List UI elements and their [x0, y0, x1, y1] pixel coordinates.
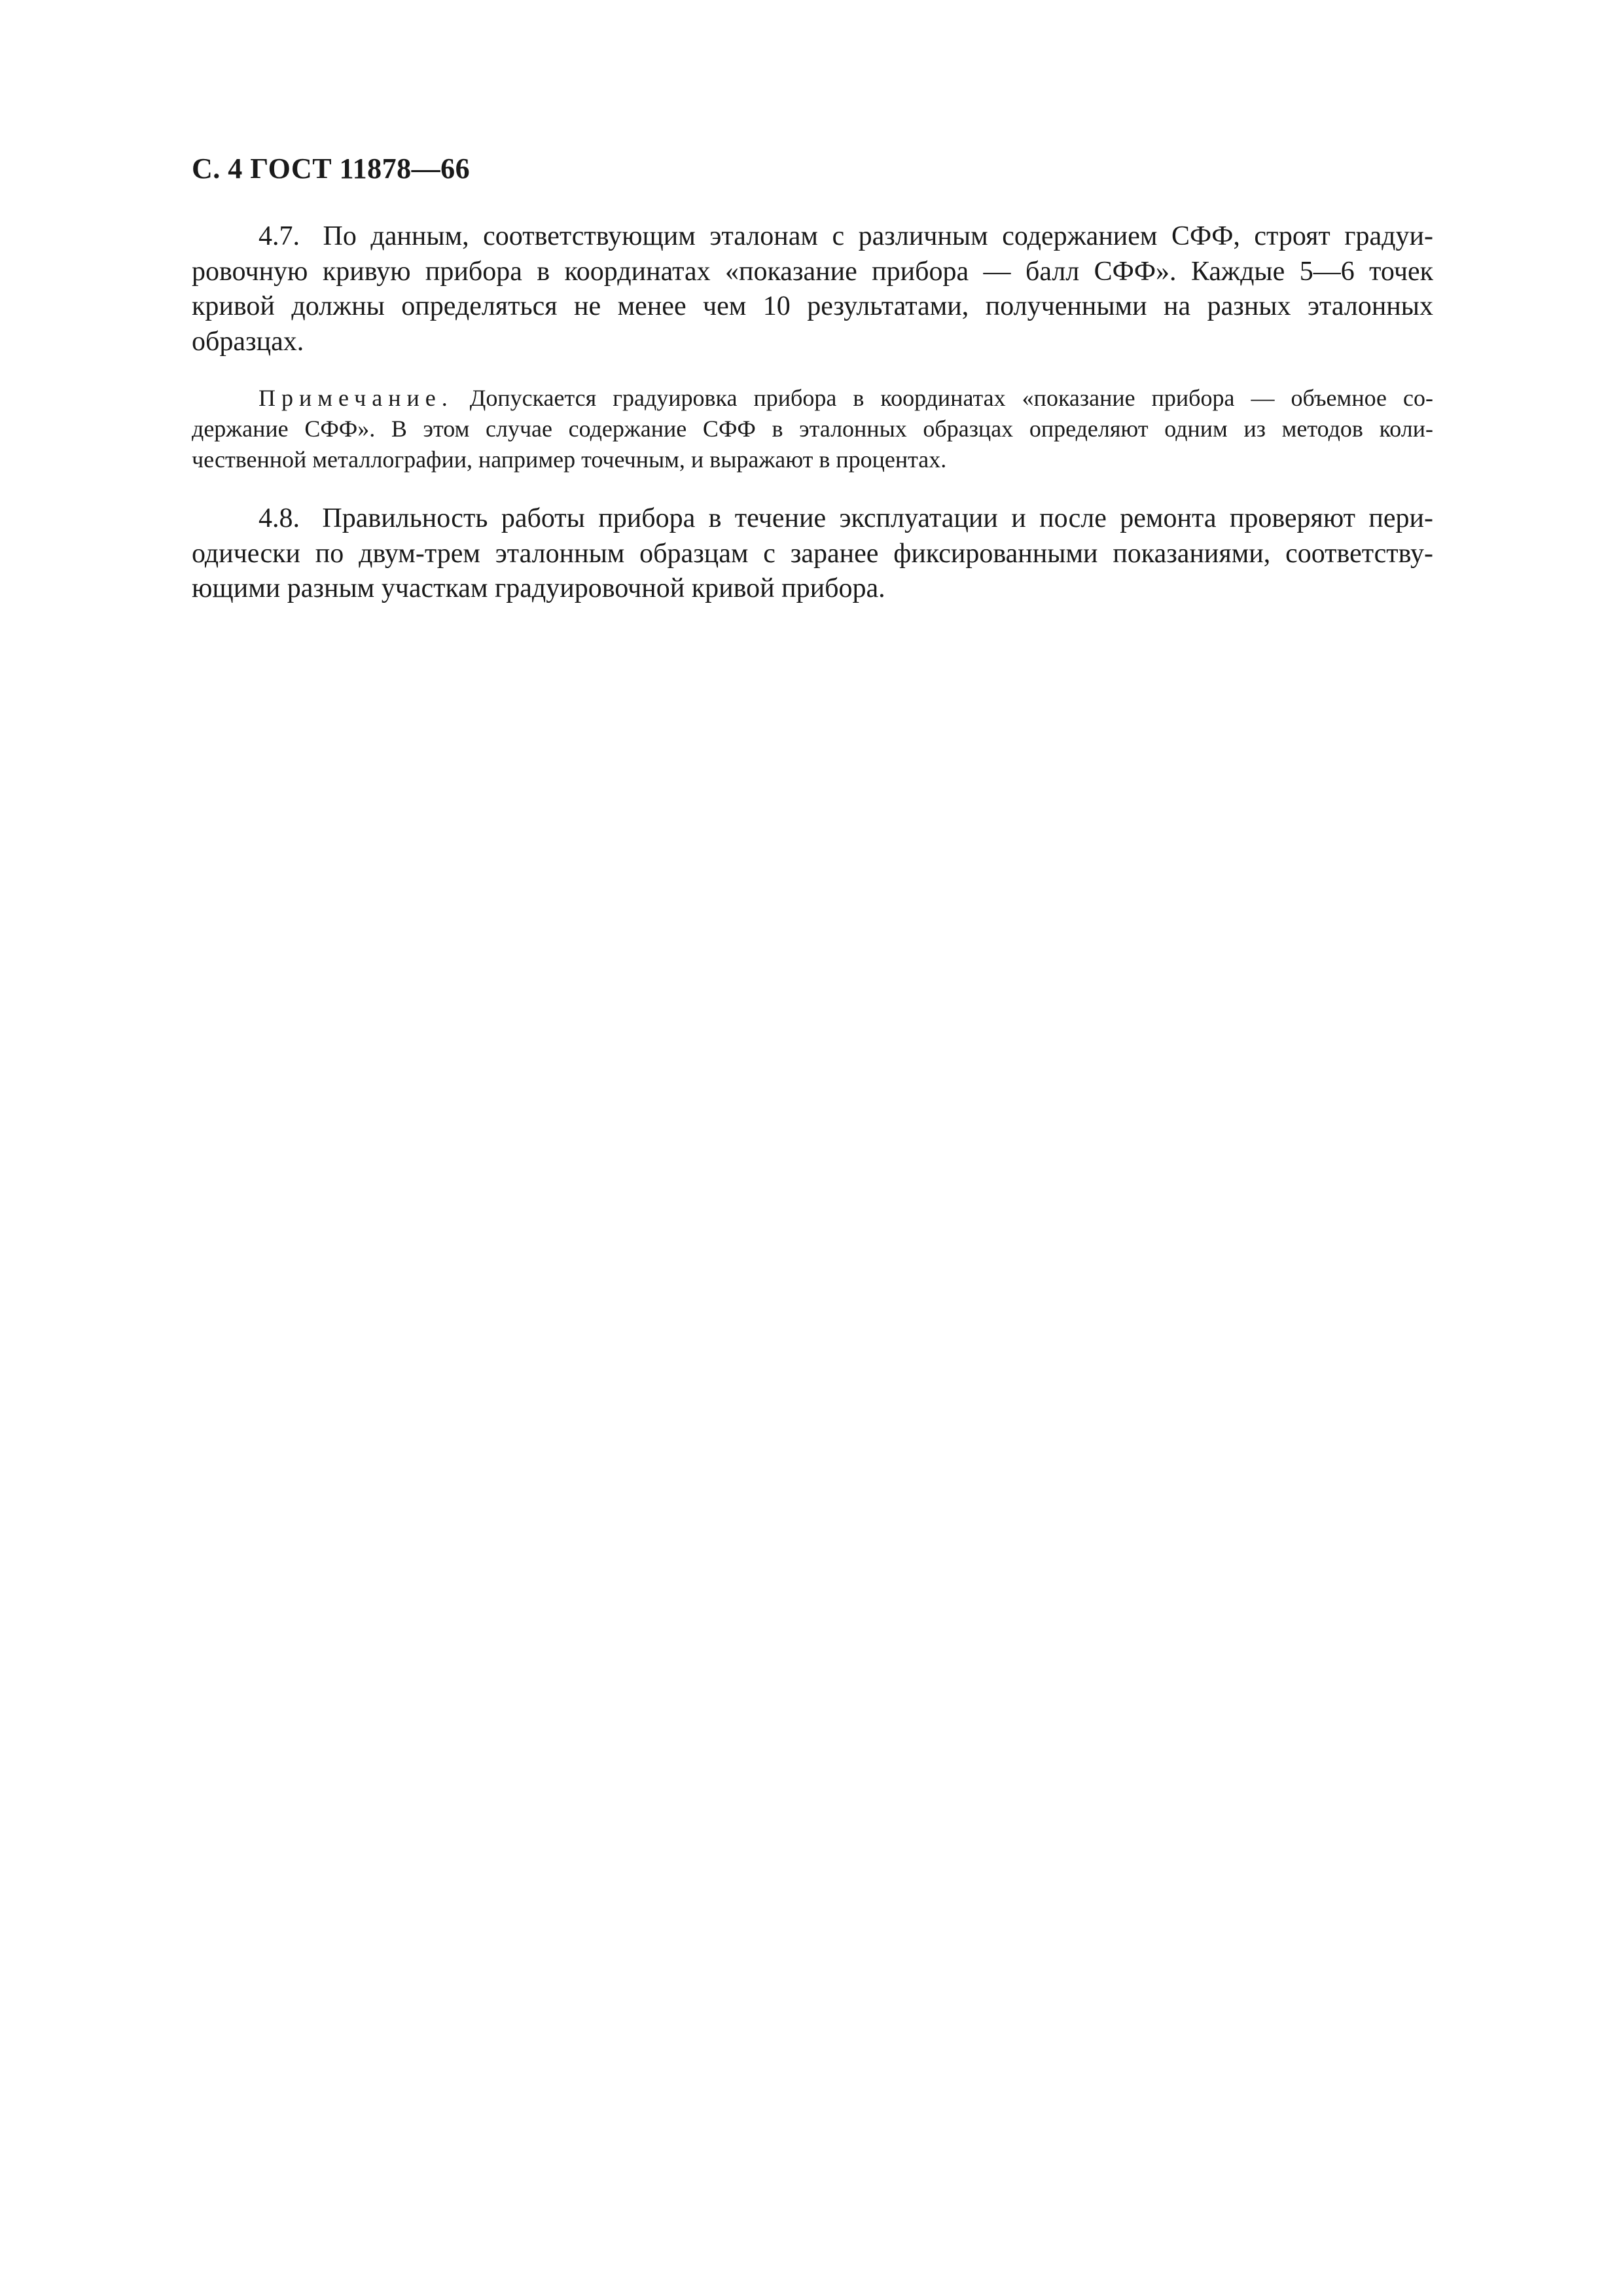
section-4-8-line-2: одически по двум-трем эталонным образцам с заранее фиксированными показаниями, соответству-: [192, 538, 1433, 569]
note-line-1: [192, 383, 1433, 414]
note-text-1: Допускается градуировка прибора в координатах «показание прибора — объемное со-: [469, 385, 1434, 411]
section-4-7-line-3: кривой должны определяться не менее чем 10 результатами, полученными на разных эталонных: [192, 291, 1433, 321]
note-line-2: держание СФФ». В этом случае содержание СФФ в эталонных образцах определяют одним из методов коли-: [192, 416, 1433, 442]
section-4-7-number: 4.7.: [259, 221, 300, 251]
section-4-7-text-1: По данным, соответствующим эталонам с различным содержанием СФФ, строят градуи-: [323, 221, 1434, 251]
section-4-8-line-3: ющими разным участкам градуировочной кривой прибора.: [192, 573, 885, 603]
section-4-8-text-1: Правильность работы прибора в течение эксплуатации и после ремонта проверяют пери-: [322, 503, 1433, 533]
section-4-7-line-1: [192, 219, 1433, 255]
section-4-8-number: 4.8.: [259, 503, 300, 533]
section-4-8-line-1: [192, 501, 1433, 537]
section-4-7: [192, 219, 1433, 359]
page-header: С. 4 ГОСТ 11878—66: [192, 152, 471, 185]
section-4-8: [192, 501, 1433, 607]
note-line-3: чественной металлографии, например точечным, и выражают в процентах.: [192, 446, 947, 473]
note: [192, 383, 1433, 475]
section-4-7-line-2: ровочную кривую прибора в координатах «показание прибора — балл СФФ». Каждые 5—6 точек: [192, 256, 1433, 287]
section-4-7-line-4: образцах.: [192, 326, 304, 357]
note-label: Примечание.: [259, 385, 454, 411]
